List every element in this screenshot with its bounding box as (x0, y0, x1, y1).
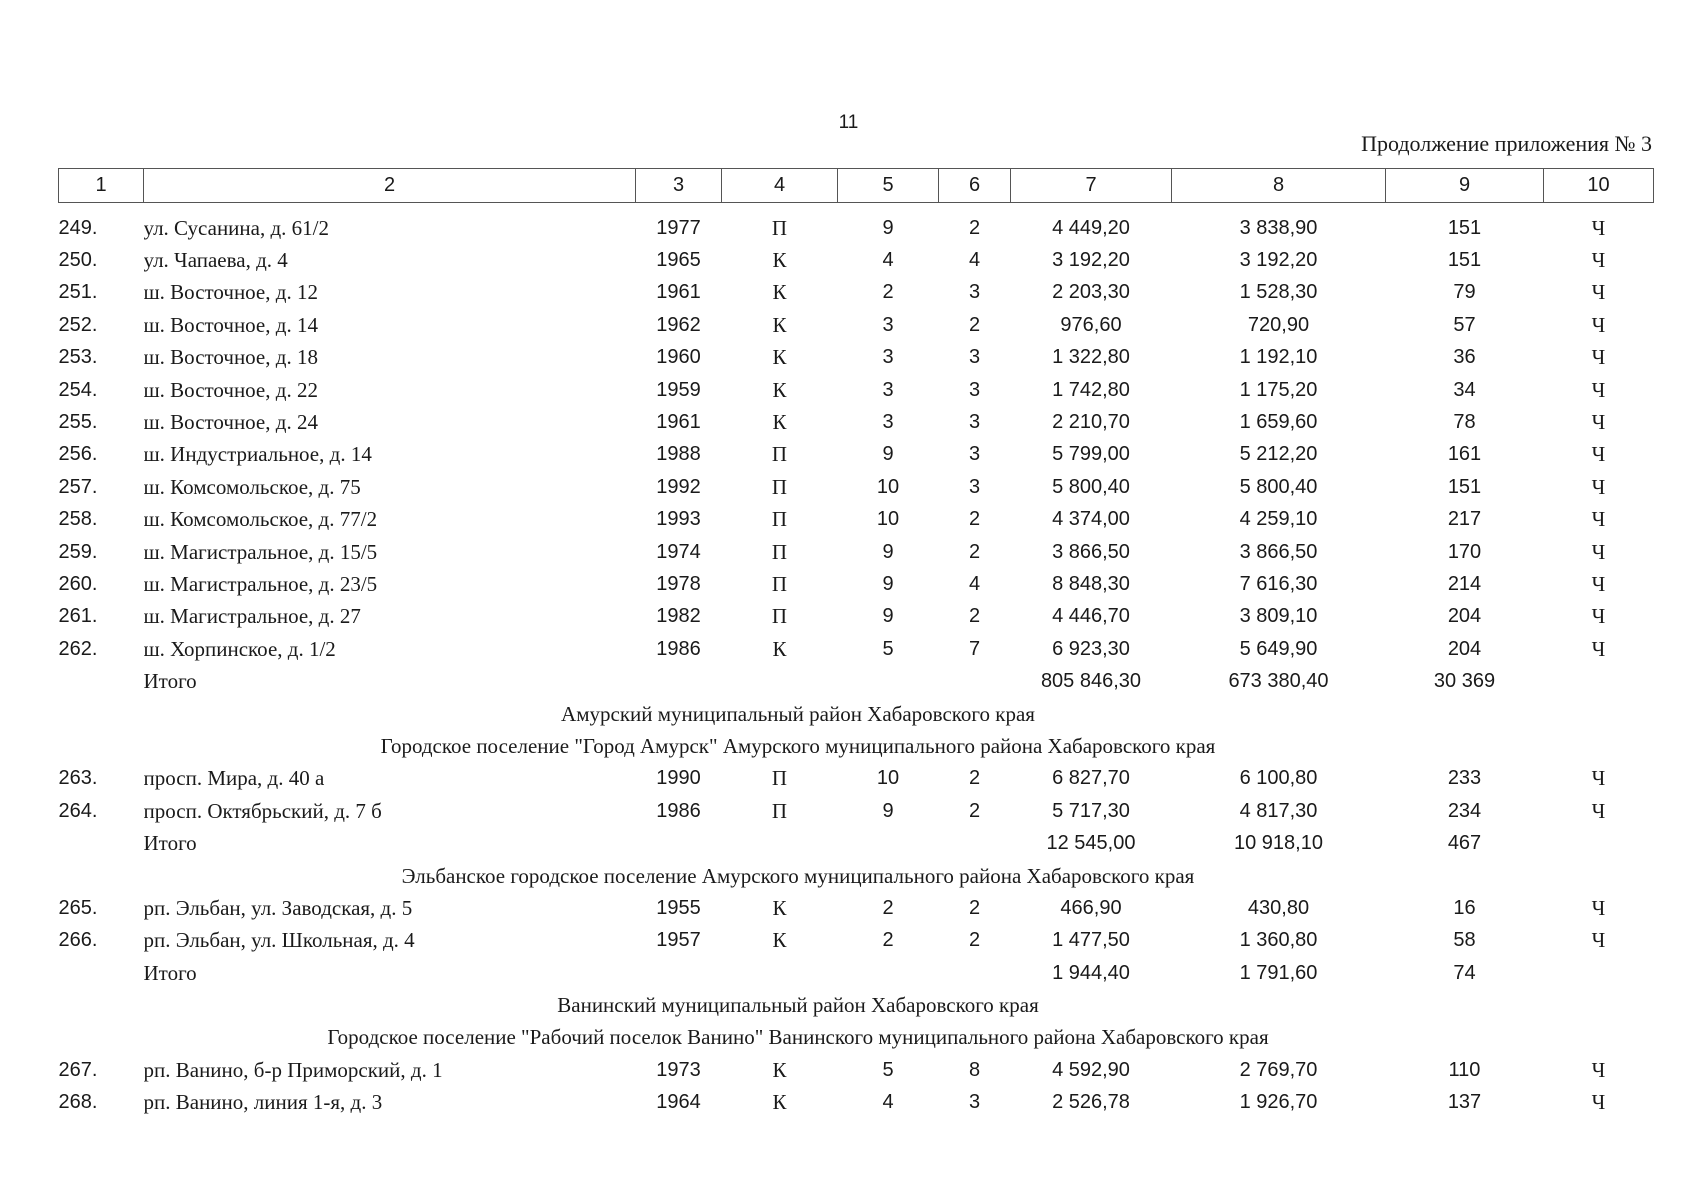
appendix-continuation-note: Продолжение приложения № 3 (1361, 131, 1652, 156)
table-row (59, 633, 1654, 665)
build-year-cell: 1992 (656, 475, 701, 498)
total-area-cell: 5 717,30 (1052, 799, 1130, 822)
floors-cell: 10 (876, 767, 900, 790)
address-cell: ш. Комсомольское, д. 77/2 (143, 507, 378, 532)
build-year-cell: 1955 (656, 896, 701, 919)
ownership-type-cell: Ч (1591, 636, 1606, 661)
address-cell: ш. Хорпинское, д. 1/2 (143, 636, 336, 661)
row-number-cell: 261. (58, 605, 98, 628)
ownership-type-cell (1544, 665, 1654, 697)
build-year-cell (636, 827, 722, 859)
entrances-cell: 2 (968, 929, 981, 952)
floors-cell: 5 (882, 1058, 894, 1081)
living-area-cell: 4 259,10 (1239, 508, 1318, 531)
total-row (59, 957, 1654, 989)
residents-cell: 74 (1453, 961, 1476, 984)
row-number-cell: 251. (58, 281, 98, 304)
living-area-cell: 1 360,80 (1239, 929, 1318, 952)
residents-cell: 467 (1447, 832, 1482, 855)
ownership-type-cell: Ч (1591, 280, 1606, 305)
living-area-cell: 673 380,40 (1228, 670, 1329, 693)
table-row (59, 212, 1654, 244)
row-number-cell: 256. (58, 443, 98, 466)
wall-material-cell: П (771, 604, 788, 629)
row-number-cell: 262. (58, 637, 98, 660)
residents-cell: 234 (1447, 799, 1482, 822)
section-heading-cell (59, 1022, 1654, 1054)
column-header-5: 5 (838, 169, 939, 203)
build-year-cell: 1965 (656, 249, 701, 272)
table-row (59, 1054, 1654, 1086)
table-row (59, 795, 1654, 827)
wall-material-cell: П (771, 215, 788, 240)
column-header-2: 2 (144, 169, 636, 203)
ownership-type-cell: Ч (1591, 798, 1606, 823)
housing-register-table (58, 168, 1654, 1119)
living-area-cell: 720,90 (1247, 313, 1310, 336)
section-heading-cell (59, 698, 1654, 730)
total-area-cell: 4 592,90 (1052, 1058, 1130, 1081)
address-cell: ш. Магистральное, д. 27 (143, 604, 361, 629)
section-heading-cell (59, 860, 1654, 892)
section-heading: Городское поселение "Город Амурск" Амурского муниципального района Хабаровского края (380, 733, 1216, 758)
residents-cell: 16 (1453, 896, 1476, 919)
address-cell: ш. Магистральное, д. 23/5 (143, 571, 378, 596)
entrances-cell: 2 (968, 313, 981, 336)
build-year-cell: 1962 (656, 313, 701, 336)
wall-material-cell: К (772, 410, 787, 435)
total-row (59, 665, 1654, 697)
row-number-cell: 267. (58, 1058, 98, 1081)
build-year-cell: 1986 (656, 637, 701, 660)
total-area-cell: 4 374,00 (1052, 508, 1130, 531)
entrances-cell: 3 (968, 443, 981, 466)
ownership-type-cell (1544, 827, 1654, 859)
total-area-cell: 4 446,70 (1052, 605, 1130, 628)
total-area-cell: 2 210,70 (1052, 411, 1130, 434)
column-header-4: 4 (722, 169, 838, 203)
living-area-cell: 3 809,10 (1239, 605, 1318, 628)
build-year-cell: 1957 (656, 929, 701, 952)
table-row (59, 244, 1654, 276)
entrances-cell (939, 957, 1011, 989)
living-area-cell: 1 926,70 (1239, 1091, 1318, 1114)
ownership-type-cell: Ч (1591, 604, 1606, 629)
table-row (59, 471, 1654, 503)
row-number-cell: 253. (58, 346, 98, 369)
table-row (59, 763, 1654, 795)
address-cell: ш. Восточное, д. 24 (143, 410, 318, 435)
living-area-cell: 4 817,30 (1239, 799, 1318, 822)
table-row (59, 374, 1654, 406)
entrances-cell: 3 (968, 378, 981, 401)
row-number-cell: 254. (58, 378, 98, 401)
residents-cell: 36 (1453, 346, 1476, 369)
entrances-cell: 3 (968, 475, 981, 498)
table-row (59, 342, 1654, 374)
ownership-type-cell: Ч (1591, 410, 1606, 435)
floors-cell: 10 (876, 475, 900, 498)
row-number-cell: 252. (58, 313, 98, 336)
row-number-cell: 265. (58, 896, 98, 919)
ownership-type-cell: Ч (1591, 507, 1606, 532)
section-heading-cell (59, 989, 1654, 1021)
wall-material-cell: К (772, 377, 787, 402)
living-area-cell: 5 212,20 (1239, 443, 1318, 466)
ownership-type-cell: Ч (1591, 377, 1606, 402)
build-year-cell: 1978 (656, 572, 701, 595)
living-area-cell: 5 800,40 (1239, 475, 1318, 498)
column-number-row (59, 169, 1654, 203)
entrances-cell: 2 (968, 799, 981, 822)
residents-cell: 79 (1453, 281, 1476, 304)
total-area-cell: 4 449,20 (1052, 216, 1130, 239)
living-area-cell: 1 659,60 (1239, 411, 1318, 434)
address-cell: рп. Эльбан, ул. Школьная, д. 4 (143, 928, 415, 953)
total-area-cell: 6 923,30 (1052, 637, 1130, 660)
living-area-cell: 6 100,80 (1239, 767, 1318, 790)
row-number-cell: 268. (58, 1091, 98, 1114)
floors-cell: 9 (882, 605, 894, 628)
wall-material-cell: К (772, 928, 787, 953)
entrances-cell: 3 (968, 346, 981, 369)
entrances-cell: 3 (968, 281, 981, 304)
table-row (59, 504, 1654, 536)
ownership-type-cell: Ч (1591, 442, 1606, 467)
total-label: Итого (143, 831, 197, 856)
row-number-cell: 258. (58, 508, 98, 531)
address-cell: ш. Восточное, д. 14 (143, 312, 318, 337)
floors-cell: 2 (882, 281, 894, 304)
table-row (59, 277, 1654, 309)
total-area-cell: 3 866,50 (1052, 540, 1130, 563)
entrances-cell: 2 (968, 540, 981, 563)
entrances-cell: 2 (968, 508, 981, 531)
floors-cell: 4 (882, 1091, 894, 1114)
wall-material-cell: П (771, 442, 788, 467)
wall-material-cell: П (771, 539, 788, 564)
living-area-cell: 3 192,20 (1239, 249, 1318, 272)
residents-cell: 161 (1447, 443, 1482, 466)
floors-cell: 10 (876, 508, 900, 531)
build-year-cell: 1993 (656, 508, 701, 531)
address-cell: рп. Ванино, линия 1-я, д. 3 (143, 1090, 383, 1115)
wall-material-cell: К (772, 895, 787, 920)
total-label: Итого (143, 669, 197, 694)
section-heading-row (59, 698, 1654, 730)
table-row (59, 925, 1654, 957)
total-area-cell: 5 799,00 (1052, 443, 1130, 466)
section-heading-row (59, 1022, 1654, 1054)
build-year-cell: 1982 (656, 605, 701, 628)
residents-cell: 110 (1448, 1058, 1481, 1081)
build-year-cell: 1977 (656, 216, 701, 239)
wall-material-cell (722, 827, 838, 859)
wall-material-cell (722, 957, 838, 989)
residents-cell: 151 (1447, 249, 1482, 272)
total-area-cell: 1 477,50 (1052, 929, 1130, 952)
section-heading: Ванинский муниципальный район Хабаровского края (557, 993, 1039, 1018)
floors-cell: 5 (882, 637, 894, 660)
column-header-3: 3 (636, 169, 722, 203)
floors-cell (838, 957, 939, 989)
ownership-type-cell: Ч (1591, 1090, 1606, 1115)
wall-material-cell: П (771, 571, 788, 596)
address-cell: ш. Восточное, д. 12 (143, 280, 318, 305)
floors-cell: 9 (882, 572, 894, 595)
table-row (59, 309, 1654, 341)
total-area-cell: 2 203,30 (1052, 281, 1130, 304)
address-cell: ул. Сусанина, д. 61/2 (143, 215, 329, 240)
table-body (59, 203, 1654, 1119)
build-year-cell (636, 665, 722, 697)
living-area-cell: 2 769,70 (1239, 1058, 1318, 1081)
ownership-type-cell: Ч (1591, 928, 1606, 953)
row-number-cell (59, 827, 144, 859)
total-area-cell: 976,60 (1060, 313, 1122, 336)
total-area-cell: 12 545,00 (1046, 832, 1136, 855)
table-row (59, 568, 1654, 600)
row-number-cell: 257. (58, 475, 98, 498)
wall-material-cell: К (772, 1090, 787, 1115)
column-header-7: 7 (1011, 169, 1172, 203)
table-row (59, 406, 1654, 438)
wall-material-cell: П (771, 507, 788, 532)
wall-material-cell: К (772, 248, 787, 273)
entrances-cell: 8 (968, 1058, 981, 1081)
total-row (59, 827, 1654, 859)
build-year-cell: 1961 (656, 281, 701, 304)
residents-cell: 204 (1447, 637, 1482, 660)
section-heading: Городское поселение "Рабочий поселок Ванино" Ванинского муниципального района Хабаровского края (327, 1025, 1269, 1050)
wall-material-cell: К (772, 312, 787, 337)
build-year-cell: 1986 (656, 799, 701, 822)
floors-cell: 3 (882, 411, 894, 434)
living-area-cell: 7 616,30 (1239, 572, 1318, 595)
page-number: 11 (838, 112, 859, 133)
wall-material-cell: К (772, 280, 787, 305)
wall-material-cell: П (771, 798, 788, 823)
total-area-cell: 5 800,40 (1052, 475, 1130, 498)
floors-cell (838, 827, 939, 859)
wall-material-cell: К (772, 636, 787, 661)
ownership-type-cell: Ч (1591, 215, 1606, 240)
total-area-cell: 466,90 (1060, 896, 1122, 919)
entrances-cell: 2 (968, 216, 981, 239)
build-year-cell: 1973 (656, 1058, 701, 1081)
total-area-cell: 2 526,78 (1052, 1091, 1130, 1114)
row-number-cell (59, 957, 144, 989)
total-area-cell: 1 944,40 (1052, 961, 1130, 984)
build-year-cell: 1959 (656, 378, 701, 401)
row-number-cell: 249. (58, 216, 98, 239)
build-year-cell: 1960 (656, 346, 701, 369)
section-heading-row (59, 860, 1654, 892)
total-area-cell: 1 742,80 (1052, 378, 1130, 401)
address-cell: ш. Индустриальное, д. 14 (143, 442, 372, 467)
build-year-cell: 1990 (656, 767, 701, 790)
ownership-type-cell: Ч (1591, 539, 1606, 564)
residents-cell: 214 (1447, 572, 1482, 595)
entrances-cell: 4 (968, 572, 981, 595)
total-label: Итого (143, 960, 197, 985)
section-heading-row (59, 730, 1654, 762)
column-header-1: 1 (59, 169, 144, 203)
residents-cell: 233 (1447, 767, 1482, 790)
build-year-cell: 1964 (656, 1091, 701, 1114)
address-cell: ш. Магистральное, д. 15/5 (143, 539, 378, 564)
floors-cell: 9 (882, 443, 894, 466)
column-header-6: 6 (939, 169, 1011, 203)
row-number-cell: 263. (58, 767, 98, 790)
wall-material-cell: П (771, 474, 788, 499)
table-row (59, 536, 1654, 568)
floors-cell: 4 (882, 249, 894, 272)
row-number-cell: 250. (58, 249, 98, 272)
row-number-cell (59, 665, 144, 697)
row-number-cell: 259. (58, 540, 98, 563)
living-area-cell: 5 649,90 (1239, 637, 1318, 660)
table-row (59, 892, 1654, 924)
living-area-cell: 430,80 (1247, 896, 1310, 919)
living-area-cell: 1 791,60 (1239, 961, 1318, 984)
address-cell: рп. Эльбан, ул. Заводская, д. 5 (143, 895, 413, 920)
address-cell: просп. Октябрьский, д. 7 б (143, 798, 382, 823)
build-year-cell: 1974 (656, 540, 701, 563)
table-row (59, 1087, 1654, 1119)
address-cell: просп. Мира, д. 40 а (143, 766, 325, 791)
entrances-cell: 7 (968, 637, 981, 660)
header-spacer (59, 203, 1654, 213)
floors-cell: 9 (882, 799, 894, 822)
residents-cell: 58 (1453, 929, 1476, 952)
column-header-10: 10 (1544, 169, 1654, 203)
floors-cell: 9 (882, 540, 894, 563)
floors-cell: 3 (882, 346, 894, 369)
table-header (59, 169, 1654, 203)
entrances-cell (939, 665, 1011, 697)
section-heading-cell (59, 730, 1654, 762)
residents-cell: 57 (1453, 313, 1476, 336)
living-area-cell: 10 918,10 (1234, 832, 1323, 855)
residents-cell: 30 369 (1433, 670, 1496, 693)
ownership-type-cell: Ч (1591, 571, 1606, 596)
residents-cell: 78 (1453, 411, 1476, 434)
ownership-type-cell (1544, 957, 1654, 989)
living-area-cell: 3 866,50 (1239, 540, 1318, 563)
total-area-cell: 6 827,70 (1052, 767, 1130, 790)
residents-cell: 170 (1447, 540, 1482, 563)
living-area-cell: 1 175,20 (1239, 378, 1318, 401)
total-area-cell: 3 192,20 (1052, 249, 1130, 272)
floors-cell: 9 (882, 216, 894, 239)
entrances-cell: 3 (968, 411, 981, 434)
wall-material-cell: К (772, 345, 787, 370)
floors-cell: 2 (882, 896, 894, 919)
address-cell: рп. Ванино, б-р Приморский, д. 1 (143, 1057, 443, 1082)
floors-cell (838, 665, 939, 697)
ownership-type-cell: Ч (1591, 474, 1606, 499)
entrances-cell (939, 827, 1011, 859)
living-area-cell: 1 192,10 (1239, 346, 1318, 369)
residents-cell: 151 (1447, 475, 1482, 498)
ownership-type-cell: Ч (1591, 895, 1606, 920)
entrances-cell: 2 (968, 605, 981, 628)
row-number-cell: 260. (58, 572, 98, 595)
row-number-cell: 266. (58, 929, 98, 952)
section-heading-row (59, 989, 1654, 1021)
entrances-cell: 2 (968, 896, 981, 919)
build-year-cell: 1961 (656, 411, 701, 434)
residents-cell: 137 (1447, 1091, 1482, 1114)
build-year-cell: 1988 (656, 443, 701, 466)
wall-material-cell: К (772, 1057, 787, 1082)
wall-material-cell (722, 665, 838, 697)
total-area-cell: 805 846,30 (1040, 670, 1142, 693)
floors-cell: 3 (882, 378, 894, 401)
floors-cell: 2 (882, 929, 894, 952)
ownership-type-cell: Ч (1591, 766, 1606, 791)
floors-cell: 3 (882, 313, 894, 336)
address-cell: ш. Восточное, д. 22 (143, 377, 318, 402)
living-area-cell: 3 838,90 (1239, 216, 1318, 239)
entrances-cell: 2 (968, 767, 981, 790)
column-header-8: 8 (1172, 169, 1386, 203)
living-area-cell: 1 528,30 (1239, 281, 1318, 304)
address-cell: ул. Чапаева, д. 4 (143, 248, 288, 273)
ownership-type-cell: Ч (1591, 312, 1606, 337)
residents-cell: 217 (1447, 508, 1482, 531)
row-number-cell: 255. (58, 411, 98, 434)
table-row (59, 439, 1654, 471)
residents-cell: 34 (1453, 378, 1476, 401)
residents-cell: 204 (1447, 605, 1482, 628)
entrances-cell: 4 (968, 249, 981, 272)
column-header-9: 9 (1386, 169, 1544, 203)
section-heading: Амурский муниципальный район Хабаровского края (561, 701, 1035, 726)
row-number-cell: 264. (58, 799, 98, 822)
ownership-type-cell: Ч (1591, 248, 1606, 273)
entrances-cell: 3 (968, 1091, 981, 1114)
ownership-type-cell: Ч (1591, 345, 1606, 370)
address-cell: ш. Восточное, д. 18 (143, 345, 318, 370)
ownership-type-cell: Ч (1591, 1057, 1606, 1082)
total-area-cell: 8 848,30 (1052, 572, 1130, 595)
wall-material-cell: П (771, 766, 788, 791)
address-cell: ш. Комсомольское, д. 75 (143, 474, 361, 499)
total-area-cell: 1 322,80 (1052, 346, 1130, 369)
section-heading: Эльбанское городское поселение Амурского муниципального района Хабаровского края (401, 863, 1195, 888)
build-year-cell (636, 957, 722, 989)
table-row (59, 601, 1654, 633)
residents-cell: 151 (1447, 216, 1482, 239)
